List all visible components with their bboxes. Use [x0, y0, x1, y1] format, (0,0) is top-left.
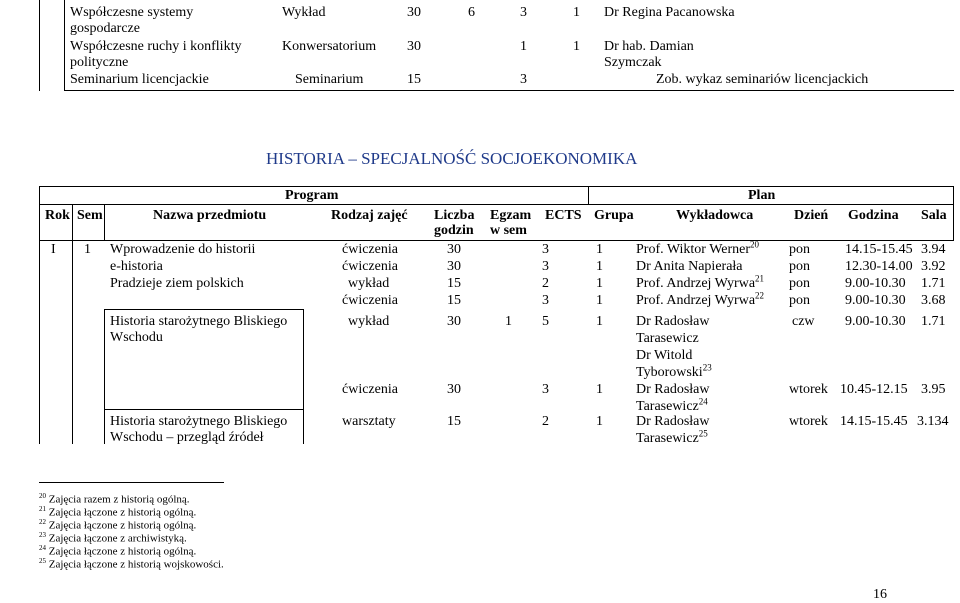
footnote: $^{20}$ Zajęcia razem z historią ogólną. [39, 492, 190, 506]
header-godzina: Godzina [848, 208, 899, 223]
time: 9.00-10.30 [845, 314, 906, 329]
hours: 30 [447, 314, 461, 329]
lecturer: Tarasewicz [636, 331, 699, 346]
col-divider-subject-left [104, 309, 105, 444]
exam: 1 [505, 314, 512, 329]
day: czw [792, 314, 815, 329]
exam: 6 [468, 5, 475, 20]
header-rok: Rok [45, 208, 70, 223]
ects: 3 [520, 5, 527, 20]
ects: 1 [520, 39, 527, 54]
group: 1 [596, 314, 603, 329]
group: 1 [573, 39, 580, 54]
footnote: $^{23}$ Zajęcia łączone z archiwistyką. [39, 531, 187, 545]
group: 1 [573, 5, 580, 20]
footnote-ref: 22 [755, 290, 765, 301]
footnote: $^{24}$ Zajęcia łączone z historią ogólną. [39, 544, 197, 558]
class-type: ćwiczenia [342, 293, 398, 308]
hours: 15 [447, 414, 461, 429]
ects: 3 [542, 382, 549, 397]
group: 1 [596, 242, 603, 257]
time: 14.15-15.45 [845, 242, 913, 257]
table-border-inner [64, 0, 65, 91]
lecturer: Dr Witold [636, 348, 693, 363]
footnote-ref: 20 [750, 239, 760, 250]
ects: 2 [542, 414, 549, 429]
col-divider-rok [72, 204, 73, 444]
class-type: warsztaty [342, 414, 396, 429]
header-liczba: Liczba [434, 208, 475, 223]
lecturer: Tarasewicz$^{25}$ [636, 428, 708, 446]
ects: 3 [520, 72, 527, 87]
class-form: Wykład [282, 5, 326, 20]
table-border-top [39, 186, 954, 187]
header-egzam: w sem [490, 223, 527, 238]
room: 1.71 [921, 276, 946, 291]
time: 12.30-14.00 [845, 259, 913, 274]
class-type: ćwiczenia [342, 382, 398, 397]
class-type: wykład [348, 314, 390, 329]
room: 3.92 [921, 259, 946, 274]
group: 1 [596, 414, 603, 429]
ects: 3 [542, 259, 549, 274]
footnote-ref: 23 [702, 362, 712, 373]
footnote-ref: 25 [698, 428, 708, 439]
subject-name: Wprowadzenie do historii [110, 242, 256, 257]
group: 1 [596, 382, 603, 397]
lecturer: Prof. Wiktor Werner$^{20}$ [636, 239, 760, 257]
ects: 3 [542, 242, 549, 257]
class-type: wykład [348, 276, 390, 291]
col-divider-subject-right [303, 309, 304, 444]
semester-value: 1 [84, 242, 91, 257]
room: 1.71 [921, 314, 946, 329]
table-border-bottom [64, 90, 954, 91]
class-form: Seminarium [295, 72, 364, 87]
header-plan: Plan [748, 188, 776, 203]
group: 1 [596, 276, 603, 291]
section-title: HISTORIA – SPECJALNOŚĆ SOCJOEKONOMIKA [266, 149, 638, 168]
footnote: $^{22}$ Zajęcia łączone z historią ogólną. [39, 518, 197, 532]
subject-name: Współczesne ruchy i konflikty [70, 39, 242, 54]
header-egzam: Egzam [490, 208, 532, 223]
header-sem: Sem [77, 208, 103, 223]
lecturer: Dr Radosław [636, 382, 710, 397]
row-divider [104, 409, 304, 410]
hours: 30 [447, 242, 461, 257]
class-form: Konwersatorium [282, 39, 377, 54]
footnote-ref: 21 [755, 273, 765, 284]
hours: 30 [447, 259, 461, 274]
lecturer: Dr Regina Pacanowska [604, 5, 735, 20]
col-divider-sem [104, 204, 105, 240]
ects: 3 [542, 293, 549, 308]
header-rodzaj: Rodzaj zajęć [331, 208, 408, 223]
hours: 15 [447, 276, 461, 291]
day: pon [789, 259, 810, 274]
header-sala: Sala [921, 208, 947, 223]
hours: 30 [447, 382, 461, 397]
footnote: $^{25}$ Zajęcia łączone z historią wojskowości. [39, 557, 224, 571]
group: 1 [596, 293, 603, 308]
subject-name: Seminarium licencjackie [70, 72, 209, 87]
hours: 15 [447, 293, 461, 308]
subject-name: Historia starożytnego Bliskiego [110, 314, 288, 329]
ects: 5 [542, 314, 549, 329]
room: 3.134 [917, 414, 949, 429]
hours: 15 [407, 72, 421, 87]
room: 3.95 [921, 382, 946, 397]
class-type: ćwiczenia [342, 259, 398, 274]
time: 9.00-10.30 [845, 276, 906, 291]
class-type: ćwiczenia [342, 242, 398, 257]
lecturer: Dr Anita Napierała [636, 259, 743, 274]
lecturer: Tarasewicz$^{24}$ [636, 396, 708, 414]
time: 10.45-12.15 [840, 382, 908, 397]
subject-name: Wschodu – przegląd źródeł [110, 430, 264, 445]
header-grupa: Grupa [594, 208, 634, 223]
header-program: Program [285, 188, 339, 203]
lecturer: Dr Radosław [636, 414, 710, 429]
table-border-left [39, 0, 40, 91]
subject-name: Współczesne systemy [70, 5, 194, 20]
header-ects: ECTS [545, 208, 582, 223]
lecturer: Szymczak [604, 55, 662, 70]
group: 1 [596, 259, 603, 274]
subject-name: Wschodu [110, 330, 163, 345]
subject-name: gospodarcze [70, 21, 140, 36]
ects: 2 [542, 276, 549, 291]
lecturer: Prof. Andrzej Wyrwa$^{21}$ [636, 273, 765, 291]
footnote-ref: 24 [698, 396, 708, 407]
room: 3.68 [921, 293, 946, 308]
footnote: $^{21}$ Zajęcia łączone z historią ogólną. [39, 505, 197, 519]
subject-name: Historia starożytnego Bliskiego [110, 414, 288, 429]
lecturer: Prof. Andrzej Wyrwa$^{22}$ [636, 290, 765, 308]
header-divider [39, 204, 954, 205]
subject-name: polityczne [70, 55, 129, 70]
time: 14.15-15.45 [840, 414, 908, 429]
program-plan-divider [588, 186, 589, 204]
footnote-separator [39, 482, 224, 483]
day: wtorek [789, 414, 828, 429]
seminar-note: Zob. wykaz seminariów licencjackich [656, 72, 869, 87]
time: 9.00-10.30 [845, 293, 906, 308]
lecturer: Dr hab. Damian [604, 39, 694, 54]
header-nazwa: Nazwa przedmiotu [153, 208, 267, 223]
day: wtorek [789, 382, 828, 397]
subject-name: Pradzieje ziem polskich [110, 276, 244, 291]
header-liczba: godzin [434, 223, 474, 238]
table-border-left [39, 186, 40, 444]
day: pon [789, 242, 810, 257]
page-number: 16 [873, 587, 887, 602]
row-divider [104, 309, 304, 310]
header-dzien: Dzień [794, 208, 829, 223]
lecturer: Dr Radosław [636, 314, 710, 329]
lecturer: Tyborowski$^{23}$ [636, 362, 712, 380]
hours: 30 [407, 39, 421, 54]
table-border-right [953, 186, 954, 240]
room: 3.94 [921, 242, 946, 257]
subject-name: e-historia [110, 259, 163, 274]
header-wykladowca: Wykładowca [676, 208, 754, 223]
day: pon [789, 293, 810, 308]
day: pon [789, 276, 810, 291]
hours: 30 [407, 5, 421, 20]
year-value: I [51, 242, 56, 257]
